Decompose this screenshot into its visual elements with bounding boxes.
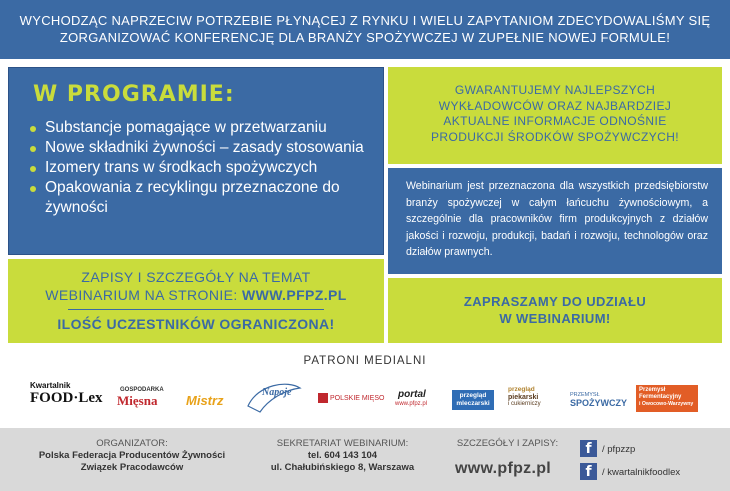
secretariat-label: SEKRETARIAT WEBINARIUM:: [276, 438, 409, 449]
program-item: Opakowania z recyklingu przeznaczone do żywności: [27, 178, 377, 218]
fermentacyjny-text-2: Fermentacyjny: [639, 394, 682, 400]
top-banner: [0, 0, 730, 59]
registration-line-1: ZAPISY I SZCZEGÓŁY NA TEMAT: [81, 269, 311, 285]
fermentacyjny-logo: [636, 385, 698, 412]
foodlex-logo: FOOD·Lex: [30, 390, 103, 406]
registration-line-2: [8, 286, 384, 304]
program-list: [27, 118, 377, 218]
details-label: SZCZEGÓŁY I ZAPISY:: [456, 438, 559, 449]
program-item: Substancje pomagające w przetwarzaniu: [27, 118, 377, 138]
przemysl-spozywczy-logo: [570, 392, 626, 410]
przeglad-mleczarski-logo: [452, 390, 494, 410]
polskie-mieso-logo: POLSKIE MIĘSO: [330, 395, 385, 402]
secretariat-block: [255, 438, 430, 474]
registration-prefix: WEBINARIUM NA STRONIE:: [45, 287, 242, 303]
facebook-link-pfpzzp[interactable]: / pfpzzp: [602, 444, 636, 455]
website-link[interactable]: www.pfpz.pl: [455, 460, 552, 477]
fermentacyjny-text-3: i Owocowo-Warzywny: [639, 401, 694, 407]
mistrz-logo: Mistrz: [186, 393, 224, 408]
invite-line-2: W WEBINARIUM!: [499, 311, 611, 326]
miesna-logo-small: GOSPODARKA: [120, 387, 164, 393]
przeglad-piekarski-text-2: piekarski: [508, 393, 539, 401]
organizer-block: [22, 438, 242, 474]
banner-line-2: ZORGANIZOWAĆ KONFERENCJĘ DLA BRANŻY SPOŻYWCZEJ W ZUPEŁNIE NOWEJ FORMULE!: [59, 30, 671, 45]
napoje-logo: Napoje: [262, 387, 292, 398]
guarantee-line: WYKŁADOWCÓW ORAZ NAJBARDZIEJ: [438, 98, 672, 113]
limited-seats-text: ILOŚĆ UCZESTNIKÓW OGRANICZONA!: [57, 316, 335, 332]
przemysl-spozywczy-text-1: PRZEMYSŁ: [570, 392, 600, 398]
secretariat-phone: tel. 604 143 104: [307, 450, 378, 461]
organizer-name: Polska Federacja Producentów Żywności: [38, 450, 226, 461]
portal-logo: portal: [398, 389, 426, 400]
portal-url: www.pfpz.pl: [395, 401, 428, 407]
przeglad-piekarski-text-3: i cukierniczy: [508, 401, 541, 407]
registration-box: [8, 259, 384, 343]
patrons-title: PATRONI MEDIALNI: [303, 355, 427, 367]
secretariat-address: ul. Chałubińskiego 8, Warszawa: [270, 462, 415, 473]
program-heading: W PROGRAMIE:: [33, 82, 235, 107]
description-text: Webinarium jest przeznaczona dla wszystkich przedsiębiorstw branży spożywczej w całym łańcuchu żywnościowym, a szczególnie dla pracowników firm produkcyjnych z działów jakości i rozwoju, produkcji, badań i rozwoju, technologów oraz działów prawnych.: [406, 180, 708, 258]
program-item: Izomery trans w środkach spożywczych: [27, 158, 377, 178]
facebook-icon[interactable]: f: [580, 463, 597, 480]
program-box: [8, 67, 384, 255]
registration-link[interactable]: WWW.PFPZ.PL: [241, 287, 347, 303]
przeglad-piekarski-text-1: przegląd: [508, 386, 535, 393]
description-box: [388, 168, 722, 274]
invite-box: [388, 278, 722, 343]
przeglad-mleczarski-text-2: mleczarski: [456, 400, 490, 407]
miesna-logo: Mięsna: [117, 393, 158, 408]
guarantee-box: [388, 67, 722, 164]
invite-line-1: ZAPRASZAMY DO UDZIAŁU: [463, 294, 647, 309]
registration-divider: [68, 309, 324, 310]
fermentacyjny-text-1: Przemysł: [639, 387, 666, 393]
guarantee-line: PRODUKCJI ŚRODKÓW SPOŻYWCZYCH!: [430, 129, 679, 144]
organizer-label: ORGANIZATOR:: [96, 438, 168, 449]
banner-line-1: WYCHODZĄC NAPRZECIW POTRZEBIE PŁYNĄCEJ Z RYNKU I WIELU ZAPYTANIOM ZDECYDOWALIŚMY SIĘ: [19, 13, 711, 28]
facebook-icon[interactable]: f: [580, 440, 597, 457]
program-item: Nowe składniki żywności – zasady stosowania: [27, 138, 377, 158]
przeglad-mleczarski-text-1: przegląd: [459, 392, 487, 399]
przemysl-spozywczy-text-2: SPOŻYWCZY: [570, 398, 628, 408]
facebook-link-foodlex[interactable]: / kwartalnikfoodlex: [602, 467, 681, 478]
guarantee-line: AKTUALNE INFORMACJE ODNOŚNIE: [443, 114, 667, 128]
polskie-mieso-mark: [318, 393, 328, 403]
guarantee-line: GWARANTUJEMY NAJLEPSZYCH: [454, 83, 656, 97]
przeglad-piekarski-logo: [508, 386, 554, 412]
organizer-subname: Związek Pracodawców: [80, 462, 184, 473]
foodlex-logo-small: Kwartalnik: [30, 381, 71, 390]
